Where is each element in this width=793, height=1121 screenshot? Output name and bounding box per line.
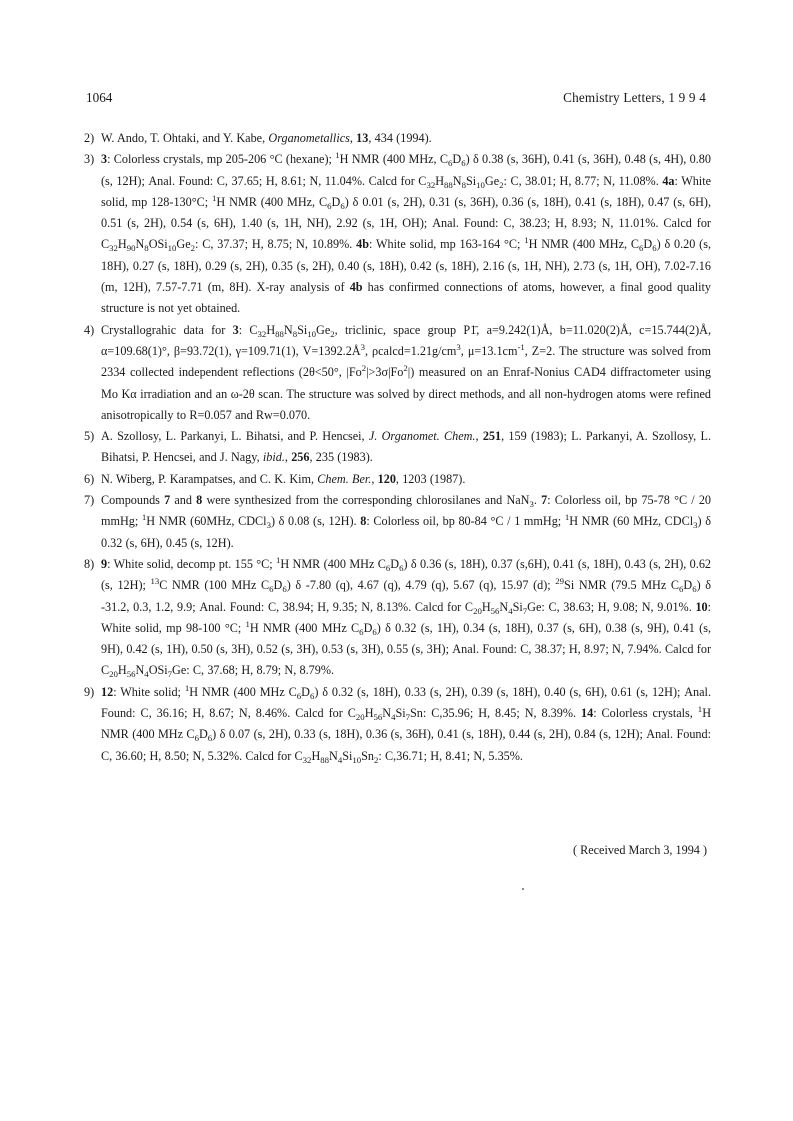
- reference-text: W. Ando, T. Ohtaki, and Y. Kabe, Organometallics, 13, 434 (1994).: [101, 131, 432, 145]
- reference-7: [84, 490, 711, 554]
- reference-number: 4): [84, 322, 95, 337]
- reference-number: 6): [84, 471, 95, 486]
- reference-text: Compounds 7 and 8 were synthesized from the corresponding chlorosilanes and NaN$_3$. 7: Colorless oil, bp 75-78 °C / 20 mmHg; $^1$H NMR (60MHz, CDCl$_3$) δ 0.08 (s, 12H). 8: Colorless oil, bp 80-84 °C / 1 mmHg; $^1$H NMR (60 MHz, CDCl$_3$) δ 0.32 (s, 6H), 0.45 (s, 12H).: [101, 493, 712, 550]
- journal-name: Chemistry Letters, 1 9 9 4: [563, 90, 706, 105]
- reference-4: [84, 320, 711, 426]
- reference-number: 2): [84, 131, 95, 145]
- reference-6: [84, 469, 711, 490]
- reference-text: 9: White solid, decomp pt. 155 °C; $^1$H NMR (400 MHz $C_6D_6$) δ 0.36 (s, 18H), 0.37 (s,6H), 0.41 (s, 18H), 0.43 (s, 2H), 0.62 (s, 12H); $^{13}$C NMR (100 MHz $C_6D_6$) δ -7.80 (q), 4.67 (q), 4.79 (q), 5.67 (q), 15.97 (d); $^{29}$Si NMR (79.5 MHz $C_6D_6$) δ -31.2, 0.3, 1.2, 9.9; Anal. Found: C, 38.94; H, 9.35; N, 8.13%. Calcd for $C_{20}H_{56}N_4Si_7Ge$: C, 38.63; H, 9.08; N, 9.01%. 10: White solid, mp 98-100 °C; $^1$H NMR (400 MHz $C_6D_6$) δ 0.32 (s, 1H), 0.34 (s, 18H), 0.37 (s, 6H), 0.38 (s, 9H), 0.41 (s, 9H), 0.42 (s, 1H), 0.50 (s, 3H), 0.52 (s, 3H), 0.53 (s, 3H), 0.55 (s, 3H); Anal. Found: C, 38.37; H, 8.97; N, 7.94%. Calcd for $C_{20}H_{56}N_4OSi_7Ge$: C, 37.68; H, 8.79; N, 8.79%.: [101, 555, 712, 680]
- reference-number: 7): [84, 493, 95, 508]
- reference-2: [84, 128, 711, 149]
- reference-3: [84, 149, 711, 319]
- references-list: [84, 128, 711, 767]
- reference-number: 3): [84, 152, 95, 167]
- reference-8: [84, 554, 711, 682]
- page-header: [86, 90, 706, 110]
- reference-number: 5): [84, 429, 95, 444]
- stray-dot: [522, 888, 524, 890]
- reference-text: Crystallograhic data for 3: $C_{32}H_{88}N_8Si_{10}Ge_2$, triclinic, space group P1̄, a=9.242(1)Å, b=11.020(2)Å, c=15.744(2)Å, α=109.68(1)°, β=93.72(1), γ=109.71(1), $V=1392.2Å^3$, $\rho calcd=1.21g/cm^3$, $\mu=13.1cm^{-1}$, Z=2. The structure was solved from 2334 collected independent reflections (2θ<50°, $|Fo^2|>3\sigma|Fo^2|$) measured on an Enraf-Nonius CAD4 diffractometer using Mo Kα irradiation and an ω-2θ scan. The structure was solved by direct methods, and all non-hydrogen atoms were refined anisotropically to R=0.057 and Rw=0.070.: [101, 322, 711, 422]
- reference-text: 3: Colorless crystals, mp 205-206 °C (hexane); $^1$H NMR (400 MHz, $C_6D_6$) δ 0.38 (s, 36H), 0.41 (s, 36H), 0.48 (s, 4H), 0.80 (s, 12H); Anal. Found: C, 37.65; H, 8.61; N, 11.04%. Calcd for $C_{32}H_{88}N_8Si_{10}Ge_2$: C, 38.01; H, 8.77; N, 11.08%. 4a: White solid, mp 128-130°C; $^1$H NMR (400 MHz, $C_6D_6$) δ 0.01 (s, 2H), 0.31 (s, 36H), 0.36 (s, 18H), 0.41 (s, 18H), 0.47 (s, 6H), 0.51 (s, 2H), 0.54 (s, 6H), 1.40 (s, 1H, NH), 2.92 (s, 1H, OH); Anal. Found: C, 38.23; H, 8.93; N, 11.01%. Calcd for $C_{32}H_{90}N_8OSi_{10}Ge_2$: C, 37.37; H, 8.75; N, 10.89%. 4b: White solid, mp 163-164 °C; $^1$H NMR (400 MHz, $C_6D_6$) δ 0.20 (s, 18H), 0.27 (s, 18H), 0.29 (s, 2H), 0.35 (s, 2H), 0.40 (s, 18H), 0.42 (s, 18H), 2.16 (s, 1H, NH), 2.73 (s, 1H, OH), 7.02-7.16 (m, 12H), 7.57-7.71 (m, 8H). X-ray analysis of 4b has confirmed connections of atoms, however, a final good quality structure is not yet obtained.: [101, 150, 712, 316]
- reference-5: [84, 426, 711, 469]
- received-date: ( Received March 3, 1994 ): [572, 843, 707, 857]
- reference-text: A. Szollosy, L. Parkanyi, L. Bihatsi, and P. Hencsei, J. Organomet. Chem., 251, 159 (1983); L. Parkanyi, A. Szollosy, L. Bihatsi, P. Hencsei, and J. Nagy, ibid., 256, 235 (1983).: [101, 429, 711, 465]
- reference-number: 9): [84, 684, 95, 699]
- reference-number: 8): [84, 556, 95, 571]
- page-number: 1064: [86, 90, 113, 105]
- reference-9: [84, 682, 711, 767]
- reference-text: N. Wiberg, P. Karampatses, and C. K. Kim, Chem. Ber., 120, 1203 (1987).: [101, 471, 466, 486]
- reference-text: 12: White solid; $^1$H NMR (400 MHz $C_6D_6$) δ 0.32 (s, 18H), 0.33 (s, 2H), 0.39 (s, 18H), 0.40 (s, 6H), 0.61 (s, 12H); Anal. Found: C, 36.16; H, 8.67; N, 8.46%. Calcd for $C_{20}H_{56}N_4Si_7Sn$: C,35.96; H, 8.45; N, 8.39%. 14: Colorless crystals, $^1$H NMR (400 MHz $C_6D_6$) δ 0.07 (s, 2H), 0.33 (s, 18H), 0.36 (s, 36H), 0.41 (s, 18H), 0.44 (s, 2H), 0.84 (s, 12H); Anal. Found: C, 36.60; H, 8.50; N, 5.32%. Calcd for $C_{32}H_{88}N_4Si_{10}Sn_2$: C,36.71; H, 8.41; N, 5.35%.: [101, 682, 711, 765]
